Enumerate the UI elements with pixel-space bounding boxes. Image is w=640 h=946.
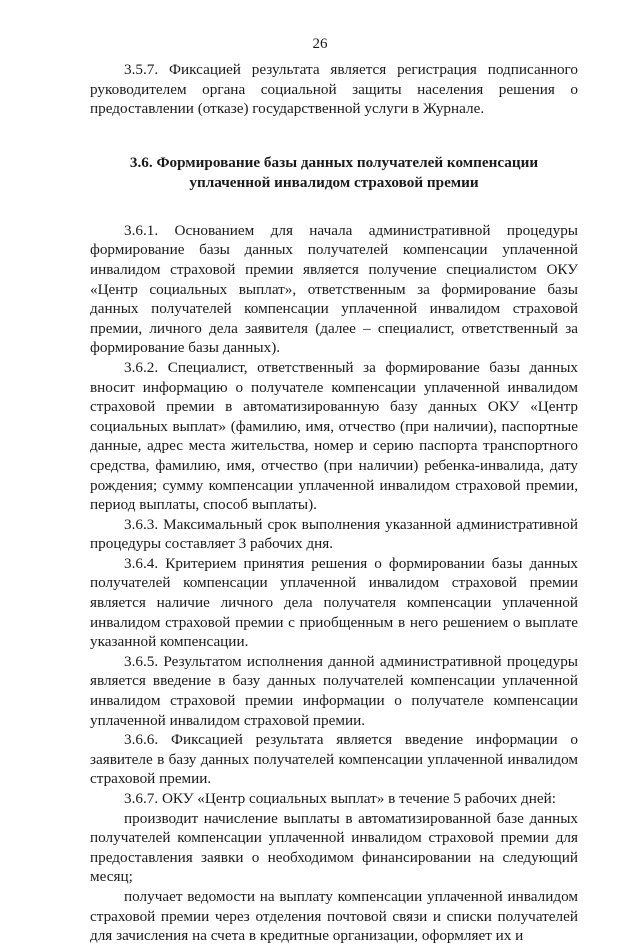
paragraph-3-6-4: 3.6.4. Критерием принятия решения о формировании базы данных получателей компенсации уплаченной инвалидом страховой премии является наличие личного дела получателя компенсации уплаченной инвалидом страховой премии с приобщенным в него решением о выплате указанной компенсации. <box>90 554 578 651</box>
paragraph-3-6-3: 3.6.3. Максимальный срок выполнения указанной административной процедуры составляет 3 рабочих дня. <box>90 515 578 553</box>
paragraph-3-6-5: 3.6.5. Результатом исполнения данной административной процедуры является введение в базу данных получателей компенсации уплаченной инвалидом страховой премии информации о получателе компенсации уплаченной инвалидом страховой премии. <box>90 652 578 729</box>
paragraph-3-6-1: 3.6.1. Основанием для начала административной процедуры формирование базы данных получателей компенсации уплаченной инвалидом страховой премии является получение специалистом ОКУ «Центр социальных выплат», ответственным за формирование базы данных получателей компенсации уплаченной инвалидом страховой премии, личного дела заявителя (далее – специалист, ответственный за формирование базы данных). <box>90 221 578 357</box>
paragraph-3-6-2: 3.6.2. Специалист, ответственный за формирование базы данных вносит информацию о получателе компенсации уплаченной инвалидом страховой премии в автоматизированную базу данных ОКУ «Центр социальных выплат» (фамилию, имя, отчество (при наличии), паспортные данные, адрес места жительства, номер и серию паспорта транспортного средства, фамилию, имя, отчество (при наличии) ребенка-инвалида, дату рождения; сумму компенсации уплаченной инвалидом страховой премии, период выплаты, способ выплаты). <box>90 358 578 514</box>
page-number: 26 <box>312 36 328 52</box>
paragraph-3-6-6: 3.6.6. Фиксацией результата является введение информации о заявителе в базу данных получателей компенсации уплаченной инвалидом страховой премии. <box>90 731 578 788</box>
document-body <box>90 60 578 946</box>
paragraph-3-5-7: 3.5.7. Фиксацией результата является регистрация подписанного руководителем органа социальной защиты населения решения о предоставлении (отказе) государственной услуги в Журнале. <box>90 61 578 118</box>
paragraph-statements: получает ведомости на выплату компенсации уплаченной инвалидом страховой премии через отделения почтовой связи и списки получателей для зачисления на счета в кредитные организации, оформляет их и <box>90 887 578 945</box>
section-heading: 3.6. Формирование базы данных получателей компенсации уплаченной инвалидом страховой премии <box>129 153 539 191</box>
paragraph-3-6-7: 3.6.7. ОКУ «Центр социальных выплат» в течение 5 рабочих дней: <box>124 790 556 807</box>
paragraph-accrual: производит начисление выплаты в автоматизированной базе данных получателей компенсации уплаченной инвалидом страховой премии для предоставления заявки о необходимом финансировании на следующий месяц; <box>90 809 578 886</box>
